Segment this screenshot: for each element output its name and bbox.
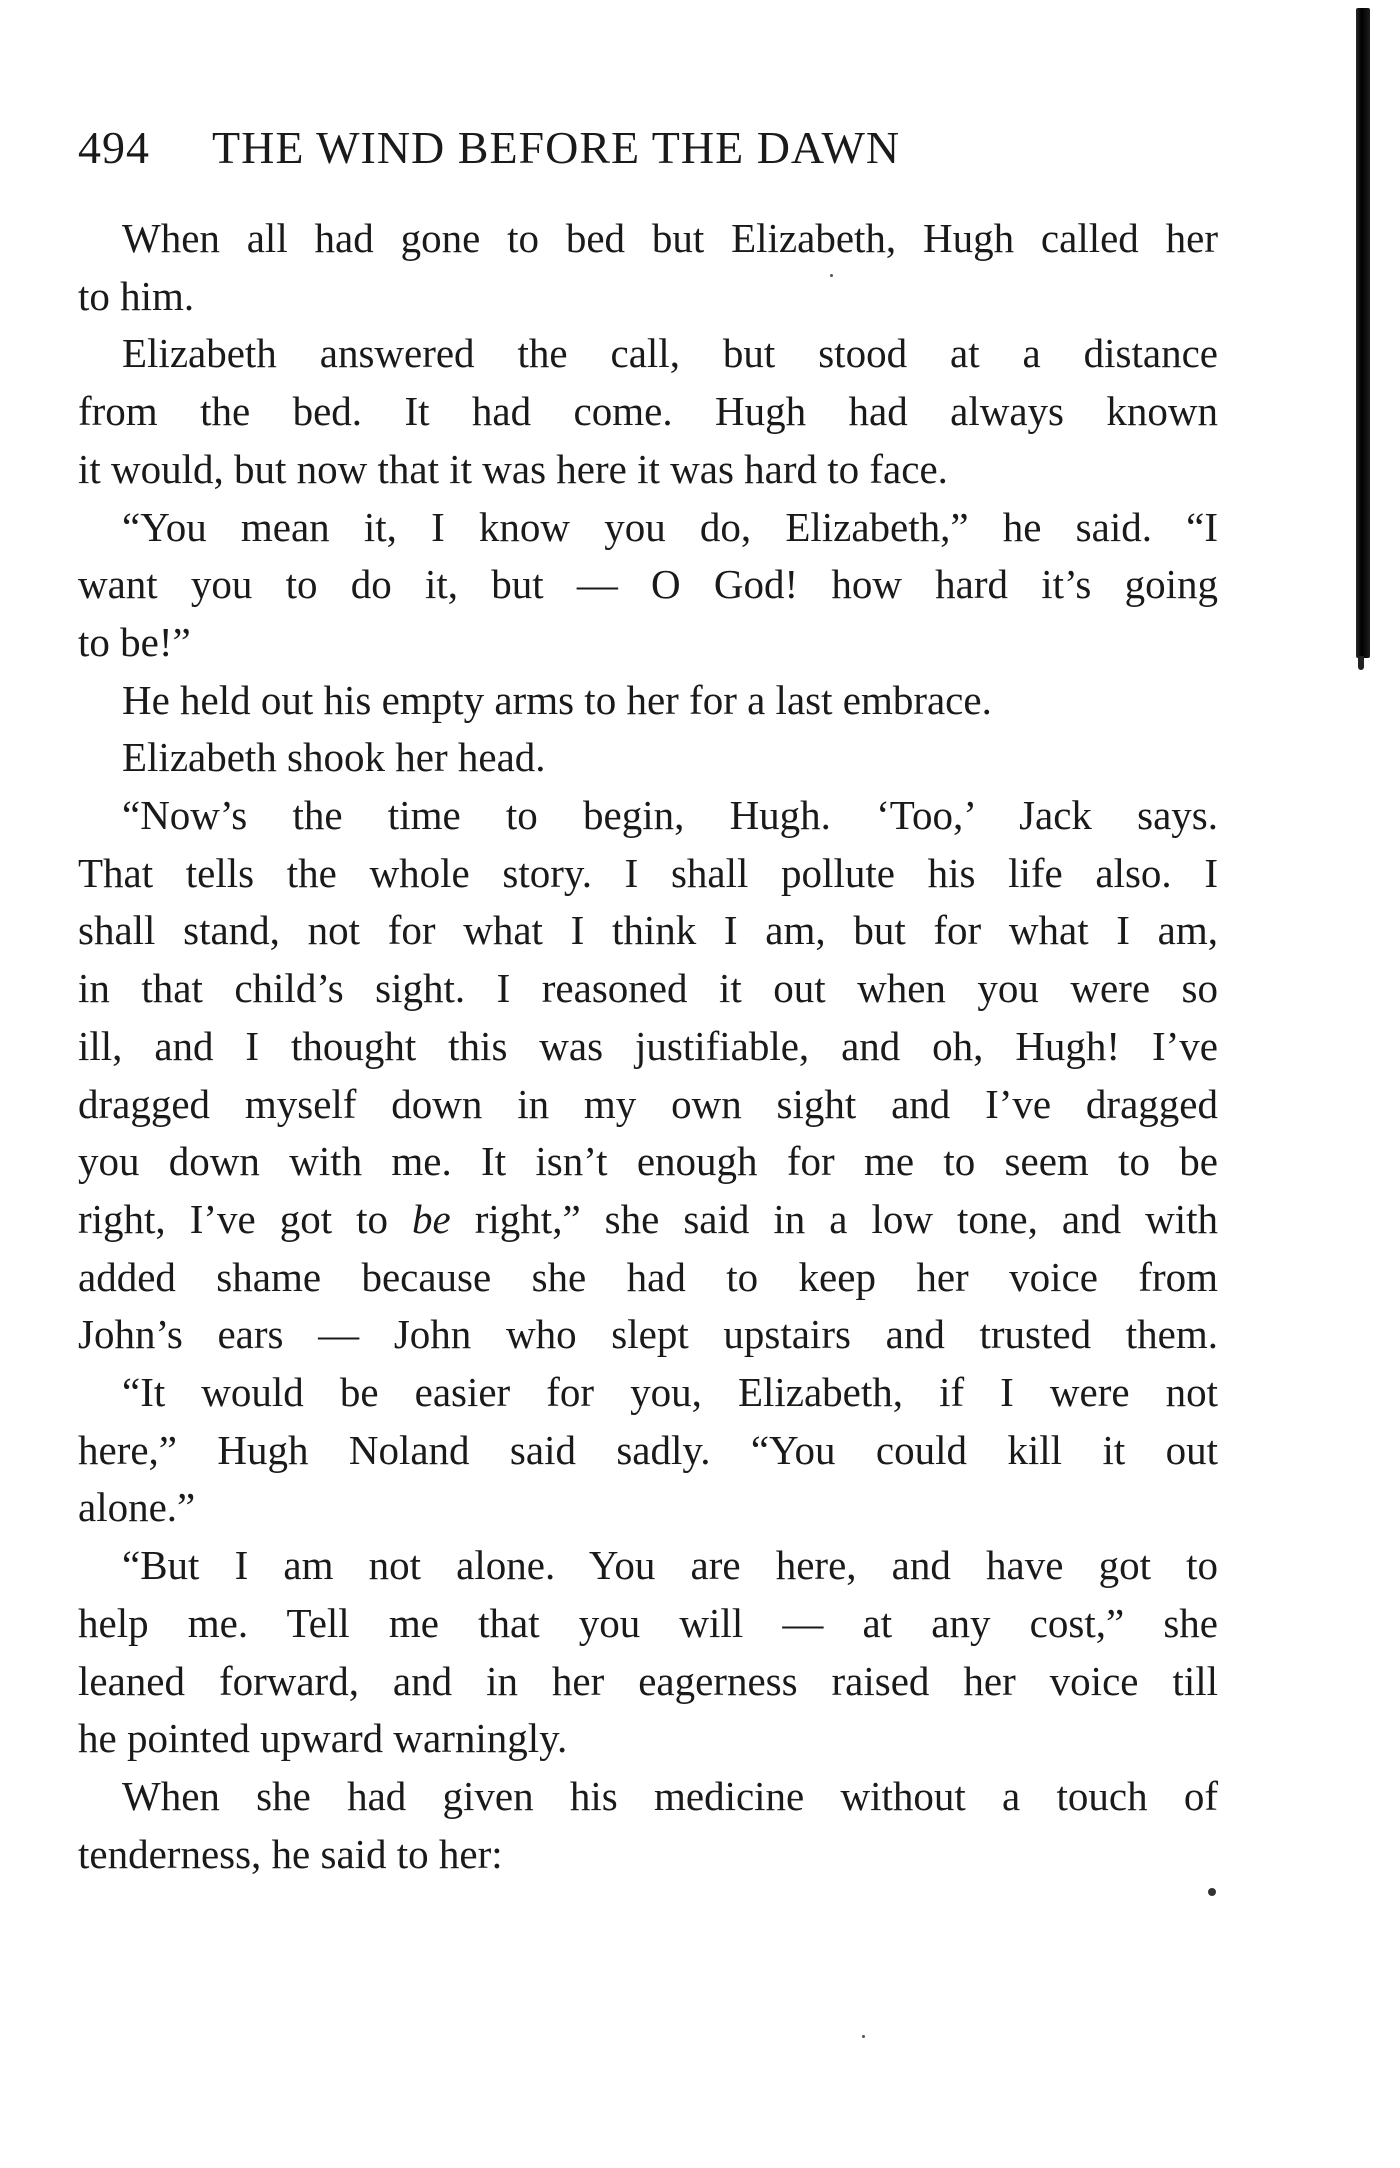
text-line: John’s ears — John who slept upstairs and trusted them. bbox=[78, 1311, 1218, 1358]
text-line: you down with me. It isn’t enough for me to seem to be bbox=[78, 1138, 1218, 1185]
paragraph bbox=[78, 729, 1218, 787]
text-line: tenderness, he said to her: bbox=[78, 1830, 503, 1877]
text-line: added shame because she had to keep her voice from bbox=[78, 1253, 1218, 1300]
paragraph bbox=[78, 1364, 1218, 1537]
text-line: Elizabeth shook her head. bbox=[122, 734, 546, 781]
text-line: to him. bbox=[78, 272, 195, 319]
text-line: it would, but now that it was here it was hard to face. bbox=[78, 445, 948, 492]
paragraph bbox=[78, 325, 1218, 498]
running-head bbox=[78, 120, 1218, 176]
paragraph bbox=[78, 210, 1218, 325]
text-line: When she had given his medicine without a touch of bbox=[122, 1772, 1218, 1819]
paper-speck bbox=[830, 274, 833, 277]
paragraph bbox=[78, 1768, 1218, 1883]
text-line: leaned forward, and in her eagerness raised her voice till bbox=[78, 1657, 1218, 1704]
paragraph bbox=[78, 499, 1218, 672]
text-line: Elizabeth answered the call, but stood at a distance bbox=[122, 330, 1218, 377]
page-number: 494 bbox=[78, 122, 150, 173]
text-line: to be!” bbox=[78, 618, 191, 665]
text-line: shall stand, not for what I think I am, but for what I am, bbox=[78, 907, 1218, 954]
page-binding-edge bbox=[1356, 8, 1370, 658]
text-line: dragged myself down in my own sight and I’ve dragged bbox=[78, 1080, 1218, 1127]
text-line: from the bed. It had come. Hugh had always known bbox=[78, 388, 1218, 435]
paragraph bbox=[78, 672, 1218, 730]
text-line: here,” Hugh Noland said sadly. “You could kill it out bbox=[78, 1426, 1218, 1473]
text-line: “You mean it, I know you do, Elizabeth,” he said. “I bbox=[122, 503, 1218, 550]
text-line: When all had gone to bed but Elizabeth, Hugh called her bbox=[122, 215, 1218, 261]
text-line: “But I am not alone. You are here, and have got to bbox=[122, 1542, 1218, 1589]
text-line: alone.” bbox=[78, 1484, 196, 1531]
text-line: in that child’s sight. I reasoned it out when you were so bbox=[78, 965, 1218, 1012]
text-line: That tells the whole story. I shall pollute his life also. I bbox=[78, 849, 1218, 896]
emphasis-word: be bbox=[412, 1195, 451, 1242]
body-text bbox=[78, 210, 1218, 1883]
paper-speck bbox=[862, 2035, 865, 2038]
text-line: He held out his empty arms to her for a last embrace. bbox=[122, 676, 992, 723]
text-line: “Now’s the time to begin, Hugh. ‘Too,’ Jack says. bbox=[122, 792, 1218, 839]
text-line: want you to do it, but — O God! how hard it’s going bbox=[78, 561, 1218, 608]
paragraph bbox=[78, 787, 1218, 1364]
text-line: ill, and I thought this was justifiable, and oh, Hugh! I’ve bbox=[78, 1022, 1218, 1069]
text-line: help me. Tell me that you will — at any cost,” she bbox=[78, 1599, 1218, 1646]
paragraph bbox=[78, 1537, 1218, 1768]
paper-speck bbox=[1208, 1888, 1216, 1896]
text-line: “It would be easier for you, Elizabeth, if I were not bbox=[122, 1369, 1218, 1416]
book-title: THE WIND BEFORE THE DAWN bbox=[212, 122, 901, 173]
text-line: he pointed upward warningly. bbox=[78, 1715, 568, 1762]
text-line: right, I’ve got to be right,” she said in a low tone, and with bbox=[78, 1195, 1218, 1242]
